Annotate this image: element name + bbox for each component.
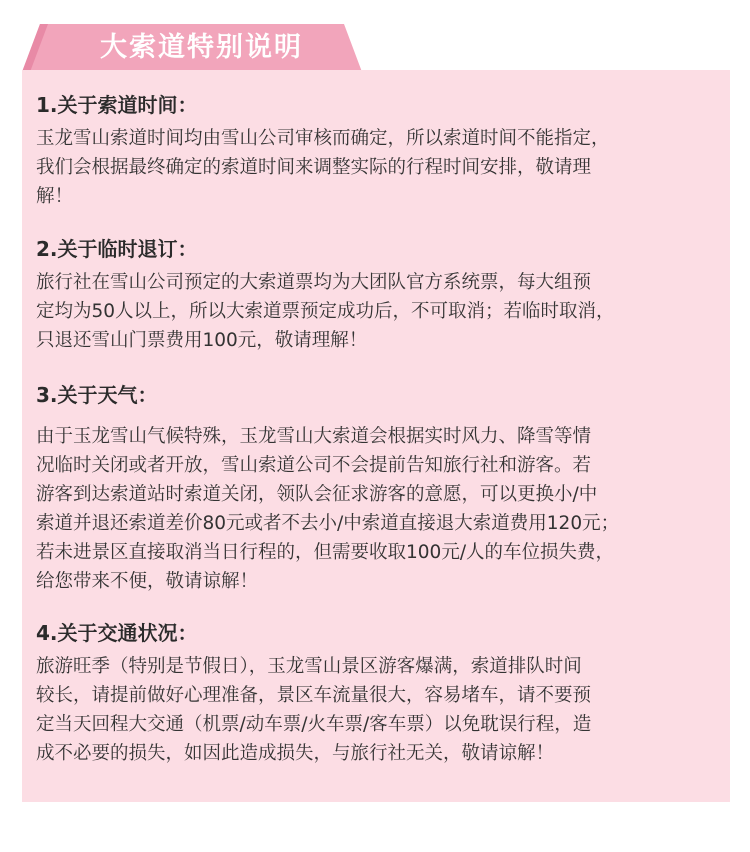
title-tab xyxy=(22,24,362,72)
body-line: 若未进景区直接取消当日行程的，但需要收取100元/人的车位损失费， xyxy=(36,542,615,563)
notice-panel xyxy=(22,70,730,802)
body-line: 由于玉龙雪山气候特殊，玉龙雪山大索道会根据实时风力、降雪等情 xyxy=(36,426,592,447)
body-line: 定均为50人以上，所以大索道票预定成功后，不可取消；若临时取消， xyxy=(36,301,615,322)
body-line: 定当天回程大交通（机票/动车票/火车票/客车票）以免耽误行程，造 xyxy=(36,714,592,735)
body-line: 旅行社在雪山公司预定的大索道票均为大团队官方系统票，每大组预 xyxy=(36,272,592,293)
section-heading: 2.关于临时退订： xyxy=(36,237,198,261)
body-line: 玉龙雪山索道时间均由雪山公司审核而确定，所以索道时间不能指定， xyxy=(36,128,610,149)
section-body xyxy=(36,652,720,768)
body-line: 成不必要的损失，如因此造成损失，与旅行社无关，敬请谅解！ xyxy=(36,743,555,764)
body-line: 给您带来不便，敬请谅解！ xyxy=(36,571,259,592)
page-title: 大索道特别说明 xyxy=(100,32,303,63)
body-line: 只退还雪山门票费用100元，敬请理解！ xyxy=(36,330,368,351)
body-line: 旅游旺季（特别是节假日），玉龙雪山景区游客爆满，索道排队时间 xyxy=(36,656,582,677)
section-heading: 3.关于天气： xyxy=(36,383,158,407)
section-body xyxy=(36,268,720,355)
section-heading: 4.关于交通状况： xyxy=(36,621,198,645)
body-line: 较长，请提前做好心理准备，景区车流量很大，容易堵车，请不要预 xyxy=(36,685,592,706)
body-line: 况临时关闭或者开放，雪山索道公司不会提前告知旅行社和游客。若 xyxy=(36,455,592,476)
body-line: 游客到达索道站时索道关闭，领队会征求游客的意愿，可以更换小/中 xyxy=(36,484,598,505)
section-body xyxy=(36,422,720,596)
section-body xyxy=(36,124,720,211)
body-line: 索道并退还索道差价80元或者不去小/中索道直接退大索道费用120元； xyxy=(36,513,620,534)
body-line: 解！ xyxy=(36,186,74,207)
section-heading: 1.关于索道时间： xyxy=(36,93,198,117)
body-line: 我们会根据最终确定的索道时间来调整实际的行程时间安排，敬请理 xyxy=(36,157,592,178)
